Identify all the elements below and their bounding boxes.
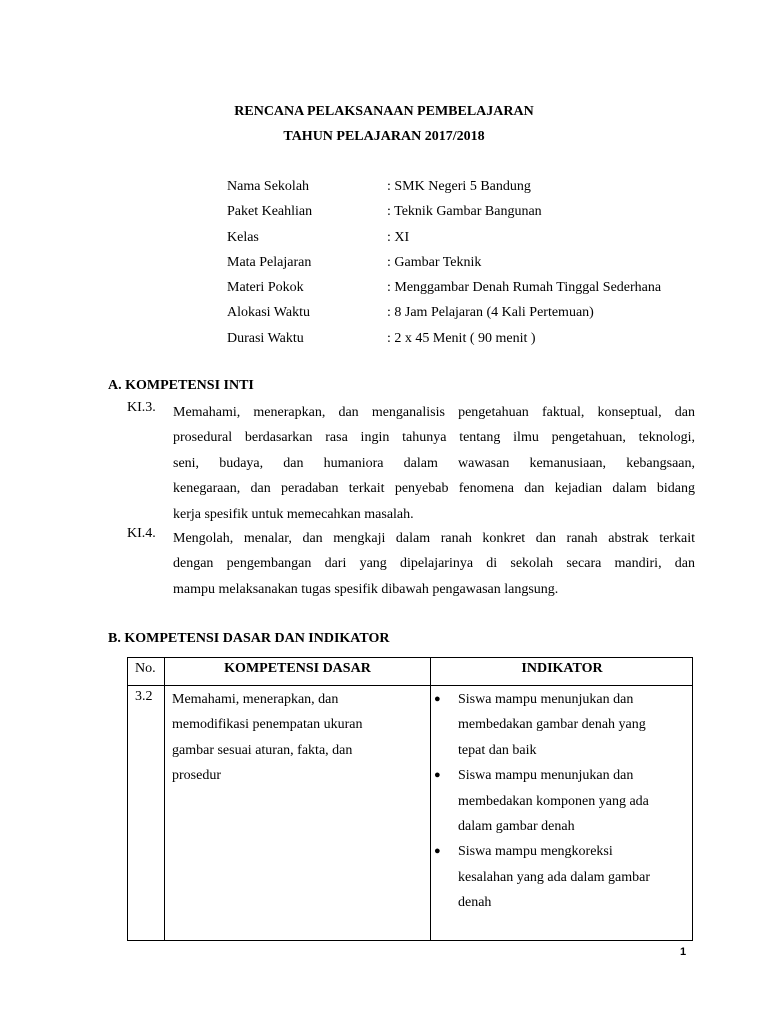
- info-label: Mata Pelajaran: [227, 254, 312, 270]
- kd-line: memodifikasi penempatan ukuran: [172, 717, 363, 733]
- info-label: Materi Pokok: [227, 280, 304, 296]
- kd-line: gambar sesuai aturan, fakta, dan: [172, 742, 353, 758]
- table-cell-indikator: [431, 687, 693, 916]
- kompetensi-table: [127, 657, 693, 941]
- indicator-line: membedakan komponen yang ada: [458, 793, 649, 809]
- info-label: Paket Keahlian: [227, 204, 313, 220]
- indicator-line: dalam gambar denah: [458, 819, 575, 835]
- indicator-line: denah: [458, 895, 492, 911]
- table-cell-kompetensi: [172, 687, 422, 789]
- ki-line: mampu melaksanakan tugas spesifik dibawah pengawasan langsung.: [173, 581, 559, 597]
- ki-line: dengan pengembangan dari yang dipelajarinya di sekolah secara mandiri, dan: [173, 556, 695, 572]
- ki-line: kerja spesifik untuk memecahkan masalah.: [173, 506, 414, 522]
- ki-line: seni, budaya, dan humaniora dalam wawasan kemanusiaan, kebangsaan,: [173, 455, 695, 471]
- ki-line: prosedural berdasarkan rasa ingin tahunya tentang ilmu pengetahuan, teknologi,: [173, 430, 695, 446]
- table-cell-no: 3.2: [135, 689, 153, 704]
- info-value: : Menggambar Denah Rumah Tinggal Sederhana: [387, 280, 662, 296]
- section-heading-kompetensi-inti: A. KOMPETENSI INTI: [108, 378, 254, 393]
- kd-line: Memahami, menerapkan, dan: [172, 692, 339, 707]
- indicator-line: Siswa mampu mengkoreksi: [458, 844, 613, 860]
- indicator-line: tepat dan baik: [458, 742, 537, 758]
- indicator-item: [431, 839, 693, 915]
- column-header-indikator: INDIKATOR: [521, 661, 603, 676]
- info-value: : SMK Negeri 5 Bandung: [387, 179, 531, 194]
- info-value: : 8 Jam Pelajaran (4 Kali Pertemuan): [387, 305, 594, 321]
- info-value: : XI: [387, 229, 410, 245]
- info-label: Kelas: [227, 229, 259, 245]
- bullet-dot-icon: ●: [434, 769, 441, 782]
- indicator-line: Siswa mampu menunjukan dan: [458, 692, 634, 707]
- info-label: Durasi Waktu: [227, 330, 304, 346]
- ki-paragraph: [173, 526, 695, 602]
- info-value: : Teknik Gambar Bangunan: [387, 204, 542, 220]
- indicator-item: [431, 763, 693, 839]
- ki-code: KI.4.: [127, 526, 156, 541]
- info-label: Nama Sekolah: [227, 179, 310, 194]
- indicator-item: [431, 687, 693, 763]
- indicator-line: membedakan gambar denah yang: [458, 717, 646, 733]
- table-divider: [164, 658, 165, 940]
- indicator-line: kesalahan yang ada dalam gambar: [458, 869, 651, 885]
- info-label: Alokasi Waktu: [227, 305, 310, 321]
- column-header-no: No.: [135, 661, 156, 676]
- bullet-dot-icon: ●: [434, 693, 441, 705]
- ki-line: Memahami, menerapkan, dan menganalisis pengetahuan faktual, konseptual, dan: [173, 405, 695, 420]
- kd-line: prosedur: [172, 768, 221, 784]
- document-year: TAHUN PELAJARAN 2017/2018: [283, 129, 485, 144]
- ki-code: KI.3.: [127, 400, 156, 415]
- info-value: : 2 x 45 Menit ( 90 menit ): [387, 330, 536, 346]
- page-number: 1: [680, 946, 687, 958]
- document-title: RENCANA PELAKSANAAN PEMBELAJARAN: [234, 104, 534, 119]
- section-heading-kompetensi-dasar: B. KOMPETENSI DASAR DAN INDIKATOR: [108, 631, 390, 646]
- bullet-dot-icon: ●: [434, 845, 441, 858]
- ki-line: Mengolah, menalar, dan mengkaji dalam ranah konkret dan ranah abstrak terkait: [173, 531, 695, 546]
- column-header-kompetensi-dasar: KOMPETENSI DASAR: [224, 661, 371, 676]
- info-value: : Gambar Teknik: [387, 254, 482, 270]
- indicator-line: Siswa mampu menunjukan dan: [458, 768, 634, 784]
- ki-paragraph: [173, 400, 695, 527]
- table-divider: [128, 685, 692, 686]
- ki-line: kenegaraan, dan peradaban terkait penyebab fenomena dan kejadian dalam bidang: [173, 481, 695, 497]
